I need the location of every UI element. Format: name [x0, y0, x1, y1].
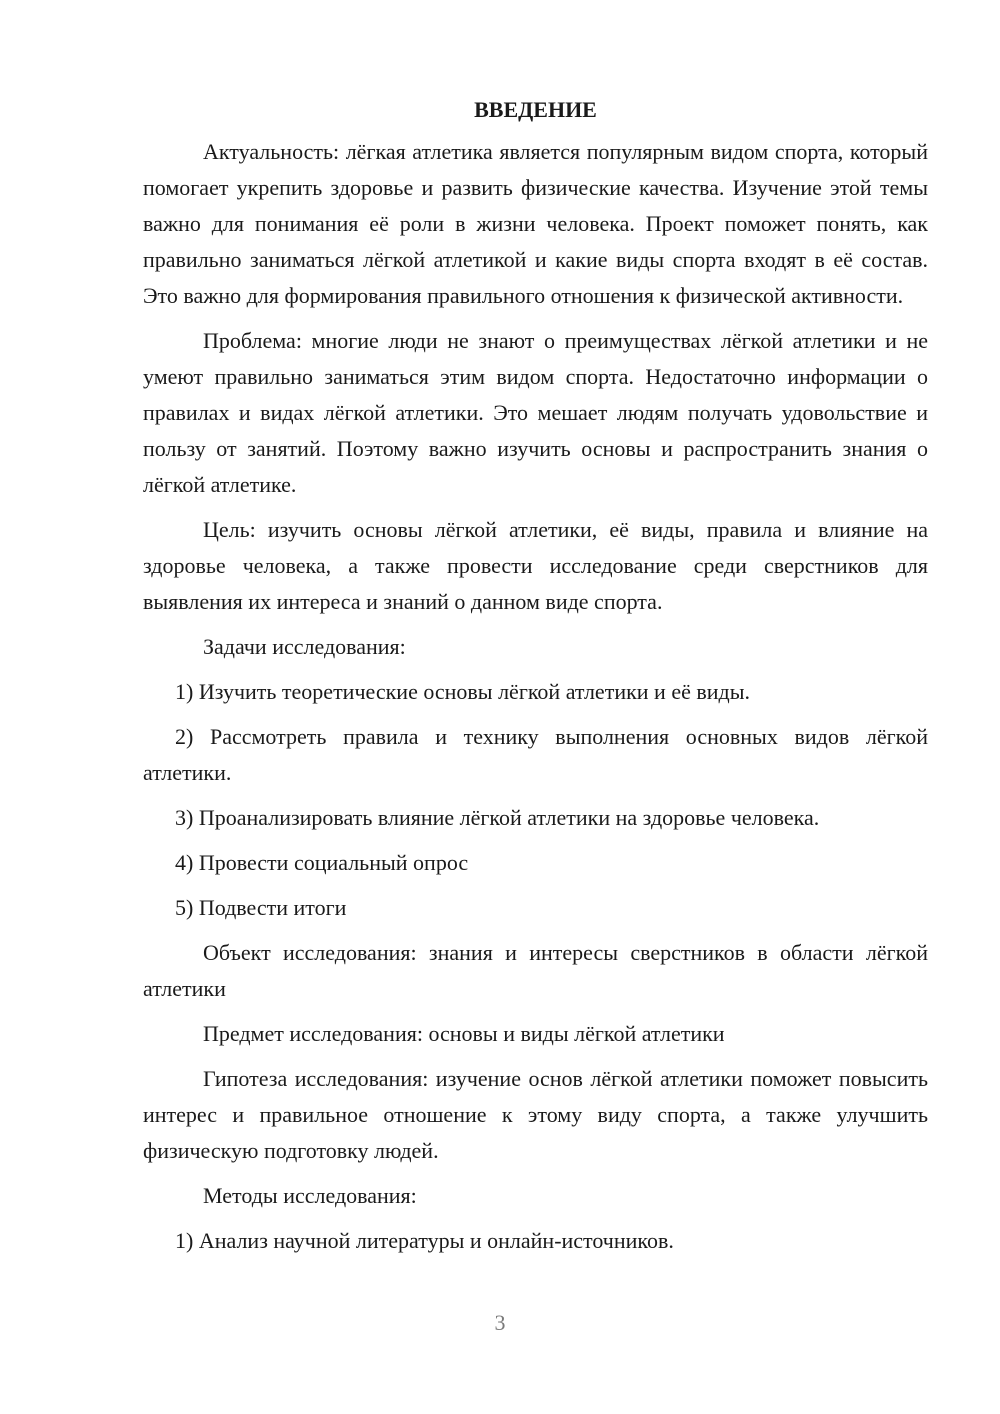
task-item-2: 2) Рассмотреть правила и технику выполнения основных видов лёгкой атлетики. — [143, 724, 928, 785]
relevance-paragraph: Актуальность: лёгкая атлетика является популярным видом спорта, который помогает укрепить здоровье и развить физические качества. Изучение этой темы важно для понимания её роли в жизни человека. Проект поможет понять, как правильно заниматься лёгкой атлетикой и какие виды спорта входят в её состав. Это важно для формирования правильного отношения к физической активности. — [143, 139, 928, 308]
problem-paragraph: Проблема: многие люди не знают о преимуществах лёгкой атлетики и не умеют правильно заниматься этим видом спорта. Недостаточно информации о правилах и видах лёгкой атлетики. Это мешает людям получать удовольствие и пользу от занятий. Поэтому важно изучить основы и распространить знания о лёгкой атлетике. — [143, 328, 928, 497]
method-item-1: 1) Анализ научной литературы и онлайн-источников. — [175, 1228, 674, 1253]
goal-paragraph: Цель: изучить основы лёгкой атлетики, её виды, правила и влияние на здоровье человека, а также провести исследование среди сверстников для выявления их интереса и знаний о данном виде спорта. — [143, 517, 928, 614]
task-item-4: 4) Провести социальный опрос — [175, 850, 469, 875]
task-item-1: 1) Изучить теоретические основы лёгкой атлетики и её виды. — [175, 679, 750, 704]
methods-heading: Методы исследования: — [203, 1183, 417, 1208]
document-page — [143, 92, 928, 1259]
section-title: ВВЕДЕНИЕ — [474, 97, 597, 122]
tasks-heading: Задачи исследования: — [203, 634, 406, 659]
subject-paragraph: Предмет исследования: основы и виды лёгкой атлетики — [203, 1021, 725, 1046]
task-item-3: 3) Проанализировать влияние лёгкой атлетики на здоровье человека. — [175, 805, 820, 830]
object-paragraph: Объект исследования: знания и интересы сверстников в области лёгкой атлетики — [143, 940, 928, 1001]
task-item-5: 5) Подвести итоги — [175, 895, 347, 920]
page-number: 3 — [494, 1310, 506, 1335]
hypothesis-paragraph: Гипотеза исследования: изучение основ лёгкой атлетики поможет повысить интерес и правильное отношение к этому виду спорта, а также улучшить физическую подготовку людей. — [143, 1066, 928, 1163]
